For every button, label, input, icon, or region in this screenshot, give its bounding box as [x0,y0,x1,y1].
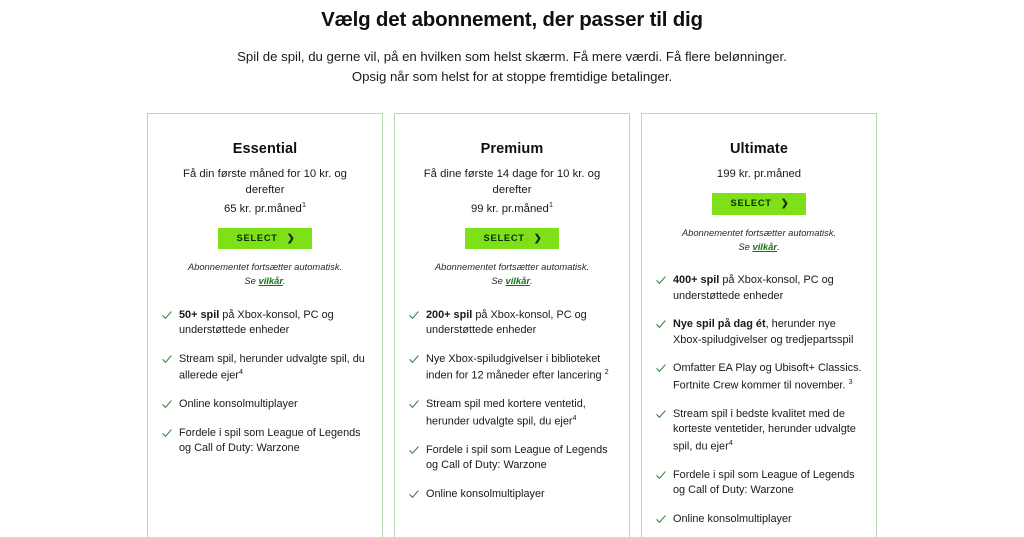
chevron-right-icon: ❯ [286,232,296,244]
feature-item [656,361,862,394]
feature-item [409,352,615,385]
feature-text: Fordele i spil som League of Legends og Call of Duty: Warzone [179,426,361,455]
plan-card-essential [147,113,383,537]
price-footnote-marker: 1 [301,199,307,209]
select-button-label: SELECT [483,232,525,243]
feature-text: 50+ spil på Xbox-konsol, PC og understøttede enheder [179,308,334,337]
plan-card-premium [394,113,630,537]
select-button-essential[interactable] [218,228,313,250]
feature-item [656,512,862,527]
check-icon [409,398,419,411]
feature-text: Stream spil med kortere ventetid, herunder udvalgte spil, du ejer$^4$ [426,398,586,428]
feature-text: Nye spil på dag ét, herunder nye Xbox-spiludgivelser og tredjepartsspil [673,318,854,346]
auto-renew-note-ultimate: Abonnementet fortsætter automatisk. Se vilkår. [681,226,837,252]
check-icon [656,408,666,421]
feature-text: 400+ spil på Xbox-konsol, PC og understøttede enheder [673,274,834,302]
check-icon [162,353,172,366]
select-button-wrap [409,228,615,250]
plan-card-ultimate [641,113,877,537]
feature-highlight: Nye spil på dag ét [673,318,766,331]
plan-name-essential: Essential [232,141,298,157]
check-icon [162,398,172,411]
feature-text: Fordele i spil som League of Legends og Call of Duty: Warzone [673,468,855,497]
page-subtitle [192,47,832,88]
feature-item [409,308,615,339]
feature-item [656,317,862,348]
check-icon [409,444,419,457]
feature-item [409,443,615,474]
feature-highlight: 400+ spil [673,274,720,287]
page-title: Vælg det abonnement, der passer til dig [321,8,703,31]
feature-item [162,352,368,385]
feature-text: Nye Xbox-spiludgivelser i biblioteket inden for 12 måneder efter lancering $^2$ [426,352,609,382]
plan-name-ultimate: Ultimate [729,141,788,157]
check-icon [162,309,172,322]
feature-text: Online konsolmultiplayer [179,398,298,411]
feature-footnote-marker: 4 [238,367,243,377]
check-icon [409,353,419,366]
feature-text: Omfatter EA Play og Ubisoft+ Classics. Fortnite Crew kommer til november. $^3$ [673,362,862,392]
feature-text: Fordele i spil som League of Legends og Call of Duty: Warzone [426,443,608,472]
feature-text: Stream spil i bedste kvalitet med de korteste ventetider, herunder udvalgte spil, du ejer$^4$ [673,407,856,453]
terms-link-ultimate[interactable]: vilkår [752,240,777,252]
select-button-label: SELECT [236,232,278,243]
feature-item [409,397,615,430]
terms-link-premium[interactable]: vilkår [505,275,530,287]
select-button-premium[interactable] [465,228,560,250]
feature-item [656,273,862,304]
feature-item [656,407,862,455]
auto-renew-note-premium: Abonnementet fortsætter automatisk. Se vilkår. [434,261,590,287]
feature-text: 200+ spil på Xbox-konsol, PC og understøttede enheder [426,308,587,337]
feature-item [162,397,368,412]
feature-highlight: 50+ spil [179,308,220,321]
check-icon [409,309,419,322]
plan-name-premium: Premium [480,141,544,157]
feature-list-ultimate [656,273,862,527]
feature-footnote-marker: 3 [848,376,853,386]
feature-item [409,487,615,502]
select-button-label: SELECT [730,198,772,209]
feature-footnote-marker: 4 [728,437,733,447]
chevron-right-icon: ❯ [780,198,790,210]
feature-highlight: 200+ spil [426,308,473,321]
chevron-right-icon: ❯ [533,232,543,244]
plan-price-premium: Få dine første 14 dage for 10 kr. og derefter 99 kr. pr.måned$^1$ [423,168,601,215]
feature-footnote-marker: 2 [604,367,609,377]
feature-text: Stream spil, herunder udvalgte spil, du allerede ejer$^4$ [179,352,365,382]
feature-item [162,308,368,339]
page-subtitle-line-2: Opsig når som helst for at stoppe fremtidige betalinger. [351,69,673,85]
feature-list-premium [409,308,615,503]
feature-text: Online konsolmultiplayer [426,487,545,500]
auto-renew-note-essential: Abonnementet fortsætter automatisk. Se vilkår. [187,261,343,287]
feature-footnote-marker: 4 [572,412,577,422]
page-subtitle-line-1: Spil de spil, du gerne vil, på en hvilken som helst skærm. Få mere værdi. Få flere belønninger. [237,48,787,64]
price-footnote-marker: 1 [548,199,554,209]
select-button-wrap [656,193,862,215]
check-icon [656,513,666,526]
select-button-ultimate[interactable] [712,193,807,215]
feature-text: Online konsolmultiplayer [673,512,792,525]
plan-price-ultimate: 199 kr. pr.måned [716,168,802,180]
check-icon [656,318,666,331]
select-button-wrap [162,228,368,250]
plan-card-list [147,113,877,537]
feature-item [656,468,862,499]
check-icon [162,427,172,440]
check-icon [409,488,419,501]
feature-list-essential [162,308,368,457]
check-icon [656,362,666,375]
check-icon [656,274,666,287]
feature-item [162,426,368,457]
check-icon [656,469,666,482]
hero-section [0,0,1024,88]
terms-link-essential[interactable]: vilkår [258,275,283,287]
plan-price-essential: Få din første måned for 10 kr. og derefter 65 kr. pr.måned$^1$ [183,168,347,215]
